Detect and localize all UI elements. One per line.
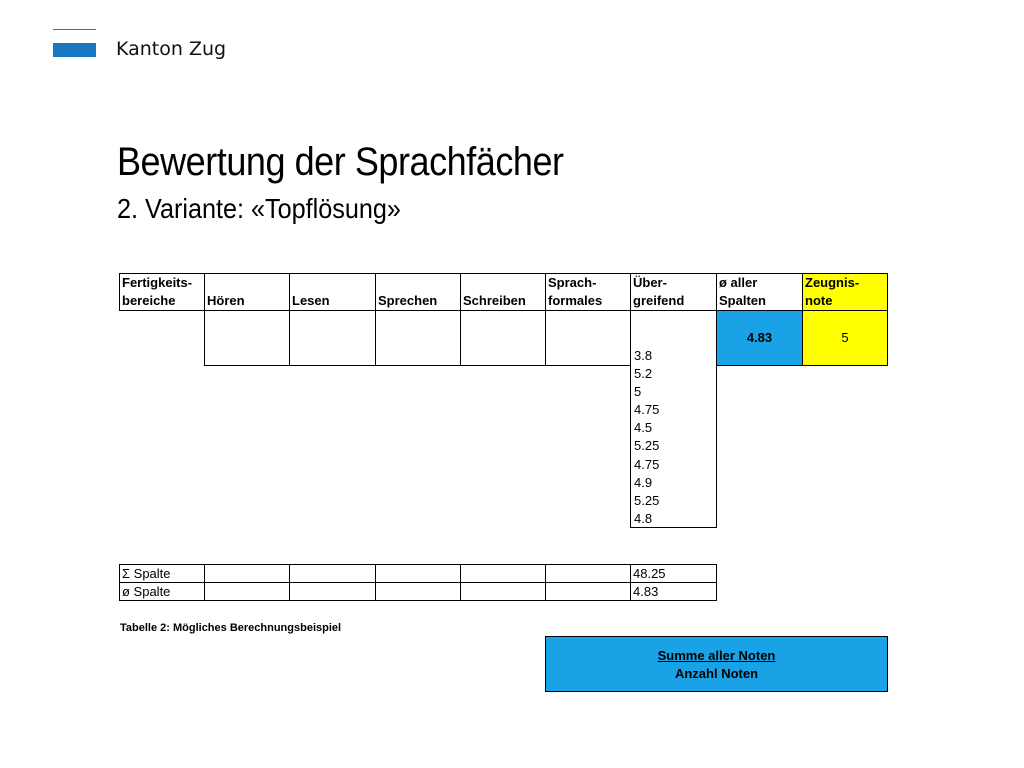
cell-schreiben — [460, 310, 546, 366]
list-item: 4.9 — [634, 474, 653, 490]
list-item: 4.5 — [634, 420, 653, 436]
sum-row-label: Σ Spalte — [119, 564, 205, 583]
cell-hoeren — [204, 310, 290, 366]
grade-value: 5 — [802, 310, 888, 366]
header-fertigkeitsbereiche: Fertigkeits- bereiche — [119, 273, 205, 311]
header-avg-all: ø aller Spalten — [716, 273, 803, 311]
avg-row-cell — [460, 582, 546, 601]
sum-row-cell — [289, 564, 376, 583]
list-item: 5 — [634, 384, 642, 400]
list-item: 4.75 — [634, 456, 660, 472]
cell-lesen — [289, 310, 376, 366]
avg-row-cell — [289, 582, 376, 601]
formula-numerator: Summe aller Noten — [657, 648, 776, 663]
avg-row-value: 4.83 — [630, 582, 717, 601]
sum-row-cell — [375, 564, 461, 583]
list-item: 5.2 — [634, 366, 653, 382]
sum-row-value: 48.25 — [630, 564, 717, 583]
sum-row-cell — [204, 564, 290, 583]
kanton-zug-logo-icon — [53, 43, 96, 57]
formula-box — [545, 636, 888, 692]
list-item: 3.8 — [634, 348, 653, 363]
avg-row-label: ø Spalte — [119, 582, 205, 601]
formula-denominator: Anzahl Noten — [674, 666, 759, 681]
header-schreiben: Schreiben — [460, 273, 546, 311]
header-uebergreifend: Über- greifend — [630, 273, 717, 311]
sum-row-cell — [460, 564, 546, 583]
header-hoeren: Hören — [204, 273, 290, 311]
list-item: 5.25 — [634, 438, 660, 454]
uebergreifend-values — [630, 310, 717, 528]
header-sprechen: Sprechen — [375, 273, 461, 311]
avg-row-cell — [375, 582, 461, 601]
brand-name: Kanton Zug — [116, 38, 227, 60]
avg-row-cell — [545, 582, 631, 601]
table-caption: Tabelle 2: Mögliches Berechnungsbeispiel — [120, 622, 342, 634]
header-lesen: Lesen — [289, 273, 376, 311]
logo-line — [53, 29, 96, 30]
list-item: 4.75 — [634, 402, 660, 418]
page-title: Bewertung der Sprachfächer — [117, 140, 564, 184]
cell-sprechen — [375, 310, 461, 366]
header-sprachformales: Sprach- formales — [545, 273, 631, 311]
avg-row-cell — [204, 582, 290, 601]
list-item: 5.25 — [634, 492, 660, 508]
page-subtitle: 2. Variante: «Topflösung» — [117, 193, 401, 224]
sum-row-cell — [545, 564, 631, 583]
header-zeugnisnote: Zeugnis- note — [802, 273, 888, 311]
list-item: 4.8 — [634, 510, 653, 526]
cell-sprachformales — [545, 310, 631, 366]
avg-all-value: 4.83 — [716, 310, 803, 366]
